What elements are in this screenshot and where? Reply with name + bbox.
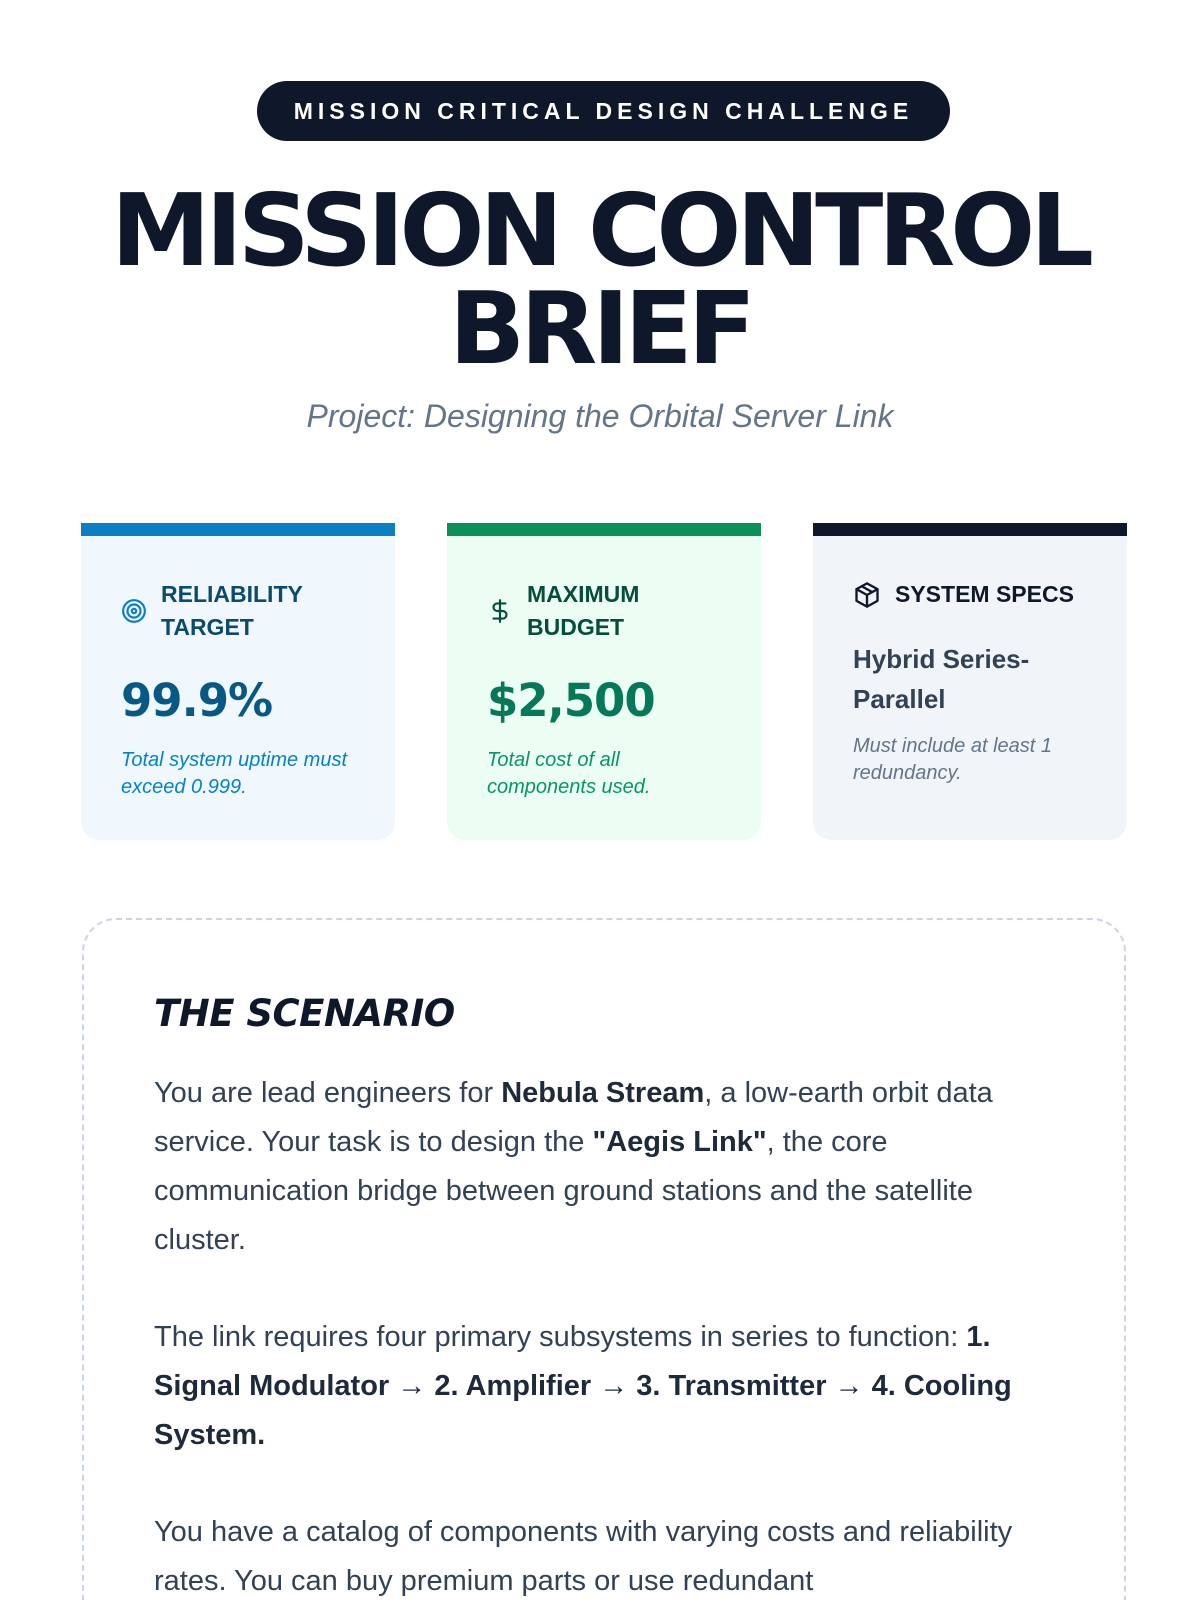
scenario-paragraph-3: You have a catalog of components with varying costs and reliability rates. You can buy premium parts or use redundant [154,1516,1013,1597]
scenario-text: You are lead engineers for [154,1077,502,1109]
scenario-text: , a low-earth orbit data service. Your task is to design the [154,1077,993,1158]
reliability-card-accent [81,523,395,536]
subsystem-chain: 1. Signal Modulator → 2. Amplifier → 3. Transmitter → 4. Cooling System. [154,1321,1012,1451]
reliability-card-header [121,578,355,644]
budget-note: Total cost of all components used. [487,749,651,798]
reliability-label: RELIABILITY TARGET [161,581,303,640]
page-title [0,172,1200,387]
specs-card-accent [813,523,1127,536]
target-icon [121,598,147,624]
specs-card-header [853,578,1087,611]
specs-note: Must include at least 1 redundancy. [853,735,1052,784]
budget-label: MAXIMUM BUDGET [527,581,640,640]
specs-label: SYSTEM SPECS [895,581,1074,607]
budget-card-accent [447,523,761,536]
budget-card [447,523,761,840]
scenario-title: THE SCENARIO [154,992,455,1035]
specs-card [813,523,1127,840]
package-icon [853,581,881,609]
budget-card-header [487,578,721,644]
reliability-card [81,523,395,840]
dollar-icon [487,598,513,624]
scenario-panel [82,918,1126,1600]
company-name: Nebula Stream [501,1077,705,1109]
scenario-text: The link requires four primary subsystems in series to function: [154,1321,967,1353]
link-name: "Aegis Link" [592,1126,767,1158]
budget-value: $2,500 [487,674,655,727]
project-subtitle: Project: Designing the Orbital Server Link [306,398,894,434]
scenario-paragraph-2 [154,1313,1054,1460]
page-title-line-2: BRIEF [448,270,752,387]
scenario-paragraph-1 [154,1069,1054,1265]
challenge-badge: MISSION CRITICAL DESIGN CHALLENGE [257,81,950,141]
reliability-value: 99.9% [121,674,273,727]
reliability-note: Total system uptime must exceed 0.999. [121,749,348,798]
page-title-line-1: MISSION CONTROL [110,172,1090,289]
specs-value: Hybrid Series-Parallel [853,644,1030,714]
scenario-text: , the core communication bridge between ground stations and the satellite cluster. [154,1126,973,1256]
